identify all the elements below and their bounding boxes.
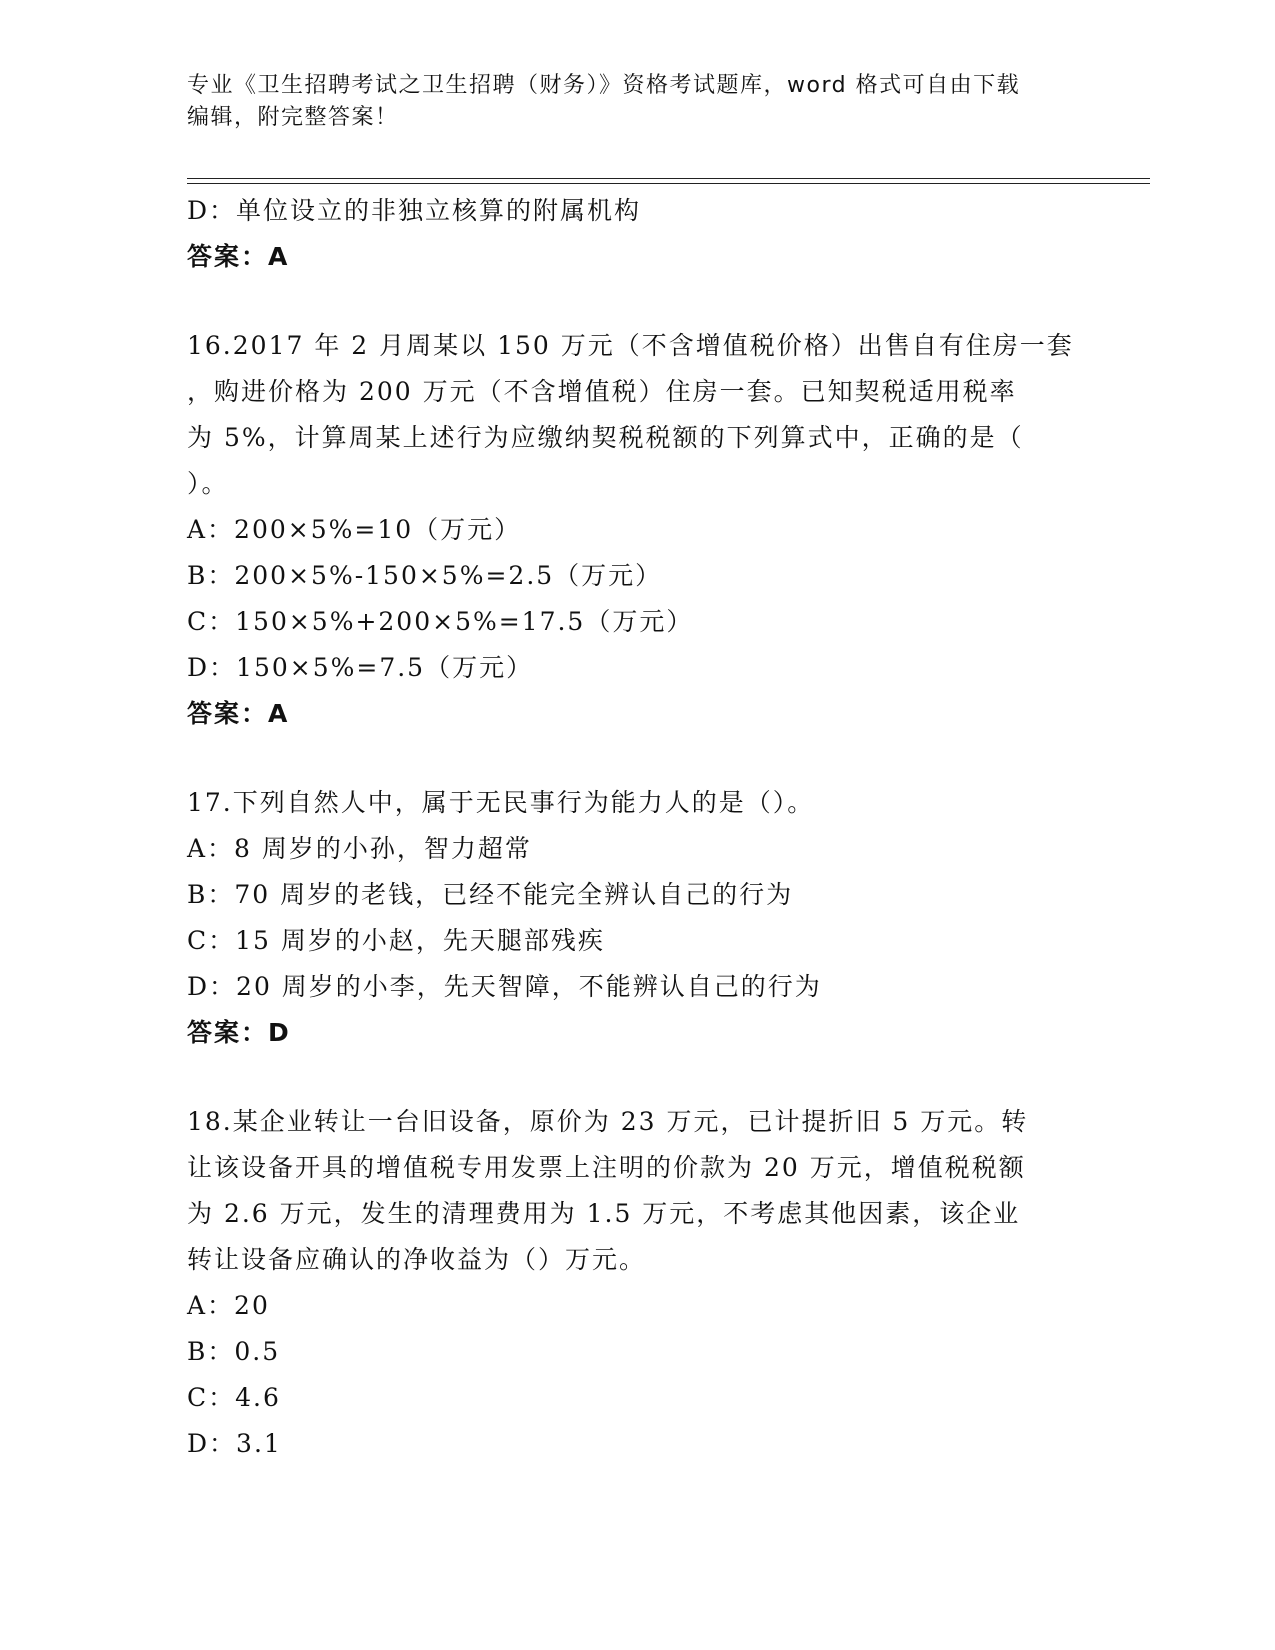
option-c: C：150×5%+200×5%=17.5（万元）	[187, 607, 694, 636]
previous-question-tail	[187, 188, 1087, 280]
answer-line: 答案：A	[187, 699, 290, 728]
document-body	[187, 188, 1087, 1467]
page-header	[187, 70, 1067, 134]
question-text-line: 18.某企业转让一台旧设备，原价为 23 万元，已计提折旧 5 万元。转	[187, 1107, 1029, 1136]
header-line-2: 编辑，附完整答案！	[187, 105, 399, 130]
question-text-line: 让该设备开具的增值税专用发票上注明的价款为 20 万元，增值税税额	[187, 1153, 1026, 1182]
answer-line: 答案：A	[187, 242, 290, 271]
option-d: D：20 周岁的小李，先天智障，不能辨认自己的行为	[187, 972, 822, 1001]
header-divider-top	[187, 178, 1150, 179]
question-text-line: 16.2017 年 2 月周某以 150 万元（不含增值税价格）出售自有住房一套	[187, 331, 1074, 360]
question-text-line: 为 2.6 万元，发生的清理费用为 1.5 万元，不考虑其他因素，该企业	[187, 1199, 1021, 1228]
header-divider-bottom	[187, 183, 1150, 184]
answer-line: 答案：D	[187, 1018, 291, 1047]
spacer	[187, 280, 1087, 323]
option-b: B：70 周岁的老钱，已经不能完全辨认自己的行为	[187, 880, 794, 909]
option-c: C：15 周岁的小赵，先天腿部残疾	[187, 926, 605, 955]
header-line-1: 专业《卫生招聘考试之卫生招聘（财务）》资格考试题库，word 格式可自由下载	[187, 73, 1021, 98]
option-d: D：150×5%=7.5（万元）	[187, 653, 534, 682]
spacer	[187, 1056, 1087, 1099]
spacer	[187, 737, 1087, 780]
option-d: D：3.1	[187, 1429, 282, 1458]
option-b: B：0.5	[187, 1337, 281, 1366]
option-a: A：20	[187, 1291, 270, 1320]
question-17	[187, 780, 1087, 1056]
question-18	[187, 1099, 1087, 1467]
option-d: D：单位设立的非独立核算的附属机构	[187, 196, 642, 225]
option-b: B：200×5%-150×5%=2.5（万元）	[187, 561, 663, 590]
option-a: A：200×5%=10（万元）	[187, 515, 522, 544]
option-c: C：4.6	[187, 1383, 281, 1412]
question-16	[187, 323, 1087, 737]
option-a: A：8 周岁的小孙，智力超常	[187, 834, 532, 863]
question-text-line: ）。	[187, 469, 229, 498]
question-text-line: ，购进价格为 200 万元（不含增值税）住房一套。已知契税适用税率	[187, 377, 1017, 406]
question-text-line: 17.下列自然人中，属于无民事行为能力人的是（）。	[187, 788, 815, 817]
question-text-line: 转让设备应确认的净收益为（）万元。	[187, 1245, 647, 1274]
question-text-line: 为 5%，计算周某上述行为应缴纳契税税额的下列算式中，正确的是（	[187, 423, 1024, 452]
